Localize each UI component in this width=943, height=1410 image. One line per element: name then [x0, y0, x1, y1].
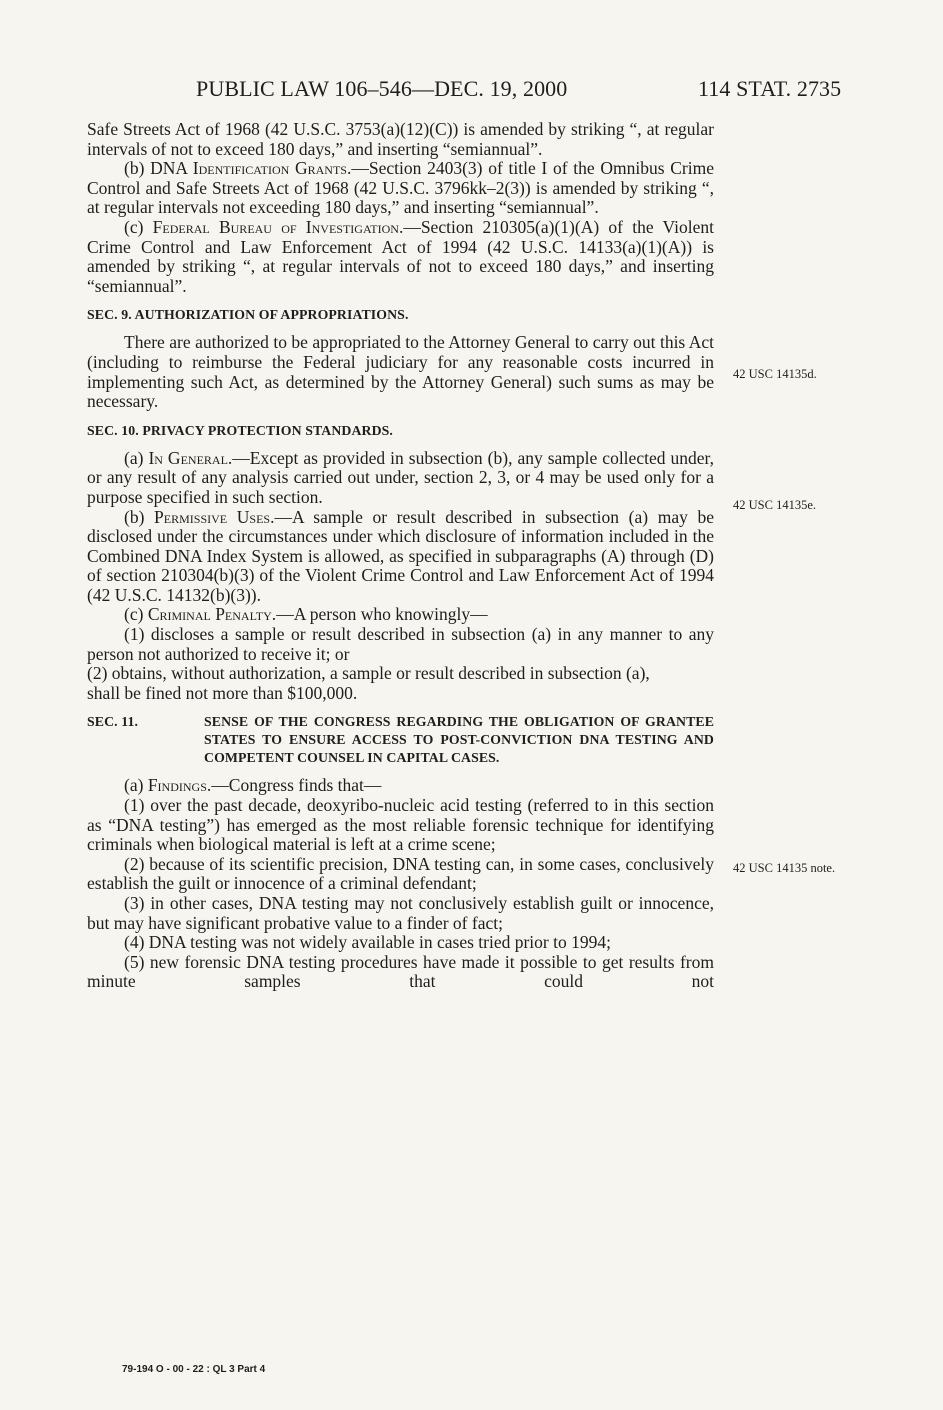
- subsection-heading: Federal Bureau of Investigation.: [152, 216, 404, 237]
- section-10-subsection-c: (c) Criminal Penalty.—A person who knowingly—: [124, 604, 488, 625]
- section-9-text: There are authorized to be appropriated to the Attorney General to carry out this Act (including to reimburse the Federal judiciary for any reasonable costs incurred in implementing such Act, as determined by the Attorney General) such sums as may be necessary.: [87, 332, 714, 412]
- finding-item: (4) DNA testing was not widely available in cases tried prior to 1994;: [124, 932, 611, 953]
- margin-note-sec-11: 42 USC 14135 note.: [733, 861, 836, 875]
- margin-note-sec-10: 42 USC 14135e.: [733, 498, 816, 512]
- section-10-c-item-2: (2) obtains, without authorization, a sample or result described in subsection (a),: [87, 663, 650, 684]
- section-10-heading: SEC. 10. PRIVACY PROTECTION STANDARDS.: [87, 422, 393, 438]
- section-10-subsection-b: (b) Permissive Uses.—A sample or result described in subsection (a) may be disclosed under the circumstances under which disclosure of information included in the Combined DNA Index System is allowed, as specified in subparagraphs (A) through (D) of section 210304(b)(3) of the Violent Crime Control and Law Enforcement Act of 1994 (42 U.S.C. 14132(b)(3)).: [87, 506, 715, 605]
- subsection-heading: Findings.: [147, 775, 212, 796]
- section-11-heading: [87, 713, 714, 767]
- intro-paragraph: Safe Streets Act of 1968 (42 U.S.C. 3753(a)(12)(C)) is amended by striking “, at regular intervals of not to exceed 180 days,” and inserting “semiannual”.: [87, 119, 714, 159]
- section-11-number: SEC. 11.: [87, 714, 139, 730]
- running-header: [0, 76, 943, 106]
- subsection-heading: Criminal Penalty.: [147, 604, 277, 625]
- margin-note-sec-9: 42 USC 14135d.: [733, 367, 817, 381]
- intro-subsection-b: (b) DNA Identification Grants.—Section 2403(3) of title I of the Omnibus Crime Control and Safe Streets Act of 1968 (42 U.S.C. 3796kk–2(3)) is amended by striking “, at regular intervals not exceeding 180 days,” and inserting “semiannual”.: [87, 158, 714, 218]
- section-9-heading: SEC. 9. AUTHORIZATION OF APPROPRIATIONS.: [87, 307, 409, 323]
- finding-item: (2) because of its scientific precision, DNA testing can, in some cases, conclusively establish the guilt or innocence of a criminal defendant;: [87, 853, 714, 894]
- section-10-c-close: shall be fined not more than $100,000.: [87, 682, 358, 703]
- finding-item: (1) over the past decade, deoxyribo-nucleic acid testing (referred to in this section as “DNA testing”) has emerged as the most reliable forensic technique for identifying criminals when biological material is left at a crime scene;: [87, 795, 714, 855]
- header-title: PUBLIC LAW 106–546—DEC. 19, 2000: [196, 76, 568, 101]
- intro-subsection-c: (c) Federal Bureau of Investigation.—Section 210305(a)(1)(A) of the Violent Crime Control and Law Enforcement Act of 1994 (42 U.S.C. 14133(a)(1)(A)) is amended by striking “, at regular intervals of not to exceed 180 days,” and inserting “semiannual”.: [87, 216, 714, 296]
- body-text: [87, 120, 714, 992]
- section-10-c-item-1: (1) discloses a sample or result described in subsection (a) in any manner to any person not authorized to receive it; or: [87, 624, 714, 664]
- subsection-heading: Permissive Uses.: [154, 506, 275, 527]
- subsection-heading: In General.: [148, 447, 233, 468]
- subsection-heading: DNA Identification Grants.: [150, 158, 352, 179]
- section-10-subsection-a: (a) In General.—Except as provided in subsection (b), any sample collected under, or any result of any analysis carried out under, section 2, 3, or 4 may be used only for a purpose specified in such section.: [87, 447, 714, 507]
- page-stat-number: 114 STAT. 2735: [698, 76, 842, 101]
- finding-item: (3) in other cases, DNA testing may not conclusively establish guilt or innocence, but may have significant probative value to a finder of fact;: [87, 893, 714, 933]
- section-11-title: SENSE OF THE CONGRESS REGARDING THE OBLIGATION OF GRANTEE STATES TO ENSURE ACCESS TO POST-CONVICTION DNA TESTING AND COMPETENT COUNSEL IN CAPITAL CASES.: [204, 714, 714, 766]
- finding-item: (5) new forensic DNA testing procedures have made it possible to get results from minute samples that could not: [87, 951, 714, 992]
- section-11-subsection-a: (a) Findings.—Congress finds that—: [124, 775, 382, 796]
- print-code-footer: 79-194 O - 00 - 22 : QL 3 Part 4: [122, 1364, 266, 1375]
